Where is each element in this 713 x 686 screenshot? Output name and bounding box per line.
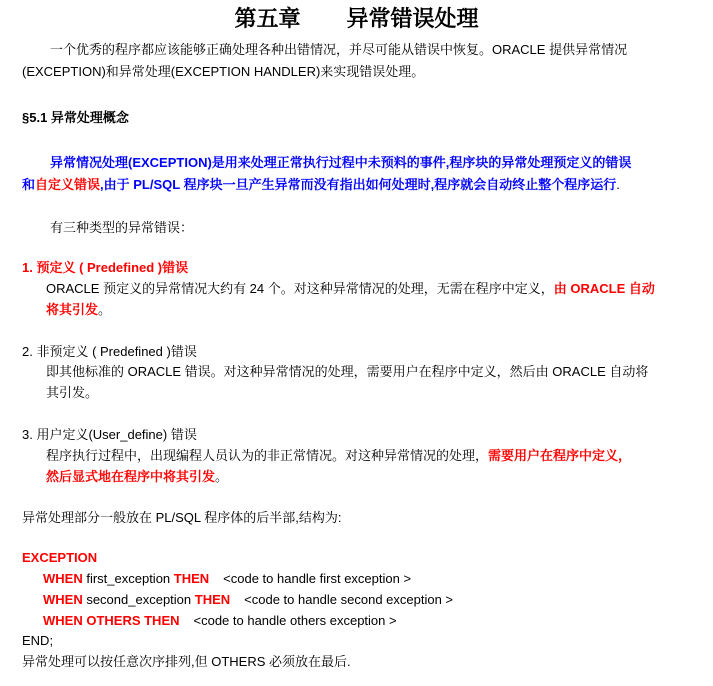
text: ,由于 PL/SQL 程序块一旦产生异常而没有指出如何处理时,程序就会自动终止整个程序运行 — [100, 177, 617, 192]
keyword: WHEN — [43, 592, 83, 607]
item-text: 其引发。 — [46, 385, 99, 400]
code-exception: EXCEPTION — [22, 550, 98, 565]
keyword: THEN — [173, 571, 210, 586]
keyword: WHEN — [43, 571, 83, 586]
text: 程序执行过程中，出现编程人员认为的非正常情况。对这种异常情况的处理， — [46, 448, 489, 463]
definition-line: 异常情况处理(EXCEPTION)是用来处理正常执行过程中未预料的事件,程序块的异常处理预定义的错误 — [50, 155, 632, 170]
item-heading: 3. 用户定义(User_define) 错误 — [22, 427, 197, 442]
footer-note: 异常处理可以按任意次序排列,但 OTHERS 必须放在最后. — [22, 654, 351, 669]
intro-line: (EXCEPTION)和异常处理(EXCEPTION HANDLER)来实现错误处理。 — [22, 64, 425, 79]
text: 自定义错误 — [35, 177, 101, 192]
item-heading: 1. 预定义 ( Predefined )错误 — [22, 260, 189, 275]
item-text — [46, 467, 228, 487]
structure-intro: 异常处理部分一般放在 PL/SQL 程序体的后半部,结构为: — [22, 510, 342, 525]
text: <code to handle others exception > — [193, 613, 397, 628]
text: second_exception — [82, 592, 195, 607]
text: ORACLE 预定义的异常情况大约有 24 个。对这种异常情况的处理，无需在程序中定义， — [46, 281, 554, 296]
code-line — [43, 569, 411, 589]
code-line — [43, 590, 453, 610]
code-line — [43, 611, 397, 631]
code-end: END; — [22, 633, 54, 648]
item-text — [46, 279, 655, 299]
text: <code to handle second exception > — [244, 592, 454, 607]
item-text: 即其他标准的 ORACLE 错误。对这种异常情况的处理，需要用户在程序中定义，然后由 ORACLE 自动将 — [46, 364, 649, 379]
definition-line — [22, 175, 620, 195]
types-intro: 有三种类型的异常错误： — [50, 220, 194, 235]
text: 然后显式地在程序中将其引发 — [46, 469, 216, 484]
item-text — [46, 446, 631, 466]
page-title: 第五章 异常错误处理 — [234, 6, 479, 31]
text: 和 — [22, 177, 36, 192]
section-heading: §5.1 异常处理概念 — [22, 110, 129, 125]
text: 。 — [215, 469, 229, 484]
intro-line: 一个优秀的程序都应该能够正确处理各种出错情况，并尽可能从错误中恢复。ORACLE 提供异常情况 — [50, 42, 628, 57]
keyword: THEN — [194, 592, 231, 607]
text: 将其引发 — [46, 302, 99, 317]
item-heading: 2. 非预定义 ( Predefined )错误 — [22, 344, 197, 359]
text: first_exception — [82, 571, 174, 586]
text: <code to handle first exception > — [223, 571, 412, 586]
text: 。 — [98, 302, 112, 317]
item-text — [46, 300, 111, 320]
text: 需要用户在程序中定义， — [488, 448, 632, 463]
text: 由 ORACLE 自动 — [553, 281, 655, 296]
keyword: WHEN OTHERS THEN — [43, 613, 180, 628]
text: . — [616, 177, 620, 192]
